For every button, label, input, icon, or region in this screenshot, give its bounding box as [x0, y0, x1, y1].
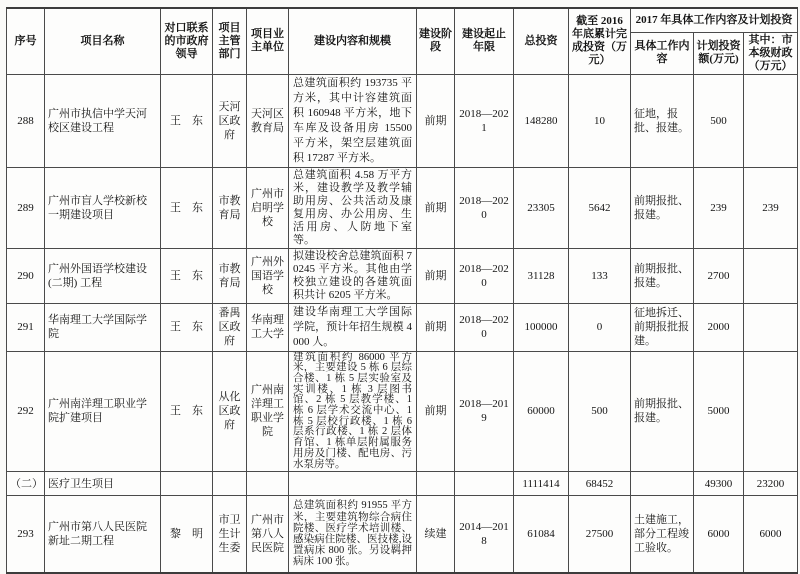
table-row-subtotal	[7, 472, 798, 496]
cell-project-name: 广州市执信中学天河校区建设工程	[45, 74, 161, 167]
cell-content: 建筑面积约 86000 平方米，主要建设 5 栋 6 层综合楼、1 栋 5 层实验室及实训楼、1 栋 3 层图书馆、2 栋 5 层教学楼、1 栋 6 层学术交流中心、1 栋 5 层校行政楼、1 栋 6 层系行政楼、1 栋 2 层体育馆、1 栋单层附属服务用房及门楼、配电房、污水泵房等。	[289, 351, 417, 472]
cell-seq: （二）	[7, 472, 45, 496]
cell-city: 23200	[744, 472, 798, 496]
cell-plan: 6000	[694, 496, 744, 573]
cell-plan: 2000	[694, 303, 744, 351]
cell-seq: 290	[7, 248, 45, 303]
col-header-seq: 序号	[7, 8, 45, 74]
cell-work: 前期报批、报建。	[631, 351, 694, 472]
cell-period: 2014—2018	[455, 496, 514, 573]
cell-done2016: 0	[569, 303, 631, 351]
cell-work: 征地拆迁、前期报批报建。	[631, 303, 694, 351]
cell-project-name: 广州南洋理工职业学院扩建项目	[45, 351, 161, 472]
cell-stage: 前期	[417, 351, 455, 472]
cell-project-name: 广州市第八人民医院新址二期工程	[45, 496, 161, 573]
cell-project-name: 医疗卫生项目	[45, 472, 161, 496]
cell-content: 拟建设校舍总建筑面积 70245 平方米。其他由学校独立建设的各建筑面积共计 6205 平方米。	[289, 248, 417, 303]
col-header-content: 建设内容和规模	[289, 8, 417, 74]
cell-content: 建设华南理工大学国际学院，预计年招生规模 4000 人。	[289, 303, 417, 351]
cell-leader: 王 东	[161, 167, 213, 248]
cell-leader: 王 东	[161, 303, 213, 351]
cell-period: 2018—2021	[455, 74, 514, 167]
cell-total: 31128	[514, 248, 569, 303]
cell-leader: 黎 明	[161, 496, 213, 573]
cell-work	[631, 472, 694, 496]
cell-city: 239	[744, 167, 798, 248]
table-header	[7, 8, 798, 74]
cell-plan: 2700	[694, 248, 744, 303]
cell-stage	[417, 472, 455, 496]
cell-dept: 从化区政府	[213, 351, 247, 472]
cell-content: 总建筑面积 4.58 万平方米，建设教学及教学辅助用房、公共活动及康复用房、办公用房、生活用房、人防地下室等。	[289, 167, 417, 248]
cell-done2016: 68452	[569, 472, 631, 496]
col-header-done2016: 截至 2016 年底累计完成投资（万元）	[569, 8, 631, 74]
col-header-owner: 项目业主单位	[247, 8, 289, 74]
cell-leader: 王 东	[161, 74, 213, 167]
cell-period: 2018—2020	[455, 303, 514, 351]
cell-done2016: 27500	[569, 496, 631, 573]
cell-work: 土建施工，部分工程竣工验收。	[631, 496, 694, 573]
cell-leader	[161, 472, 213, 496]
cell-plan: 49300	[694, 472, 744, 496]
cell-owner: 广州外国语学校	[247, 248, 289, 303]
cell-seq: 289	[7, 167, 45, 248]
cell-plan: 5000	[694, 351, 744, 472]
cell-owner: 广州市启明学校	[247, 167, 289, 248]
table-row	[7, 167, 798, 248]
cell-seq: 293	[7, 496, 45, 573]
cell-total: 23305	[514, 167, 569, 248]
cell-total: 148280	[514, 74, 569, 167]
cell-project-name: 广州市盲人学校新校一期建设项目	[45, 167, 161, 248]
cell-total: 60000	[514, 351, 569, 472]
cell-owner: 广州南洋理工职业学院	[247, 351, 289, 472]
col-header-stage: 建设阶段	[417, 8, 455, 74]
table-row	[7, 248, 798, 303]
cell-stage: 前期	[417, 167, 455, 248]
cell-city	[744, 303, 798, 351]
col-header-leader: 对口联系的市政府领导	[161, 8, 213, 74]
cell-project-name: 华南理工大学国际学院	[45, 303, 161, 351]
cell-city	[744, 248, 798, 303]
table-row	[7, 496, 798, 573]
cell-dept: 市教育局	[213, 167, 247, 248]
col-header-group-2017: 2017 年具体工作内容及计划投资	[631, 8, 798, 32]
cell-period: 2018—2019	[455, 351, 514, 472]
col-header-work: 具体工作内容	[631, 32, 694, 74]
cell-done2016: 133	[569, 248, 631, 303]
cell-work: 征地，报批、报建。	[631, 74, 694, 167]
cell-seq: 291	[7, 303, 45, 351]
cell-plan: 500	[694, 74, 744, 167]
cell-stage: 前期	[417, 303, 455, 351]
col-header-name: 项目名称	[45, 8, 161, 74]
cell-plan: 239	[694, 167, 744, 248]
cell-leader: 王 东	[161, 351, 213, 472]
cell-owner: 广州市第八人民医院	[247, 496, 289, 573]
cell-content: 总建筑面积约 91955 平方米，主要建筑物综合病住院楼、医疗学术培训楼、感染病住院楼、医技楼,设置病床 800 张。另设羁押病床 100 张。	[289, 496, 417, 573]
cell-dept: 番禺区政府	[213, 303, 247, 351]
cell-work: 前期报批、报建。	[631, 167, 694, 248]
cell-seq: 288	[7, 74, 45, 167]
cell-period: 2018—2020	[455, 167, 514, 248]
cell-done2016: 10	[569, 74, 631, 167]
cell-city	[744, 74, 798, 167]
cell-content	[289, 472, 417, 496]
table-row	[7, 351, 798, 472]
cell-done2016: 500	[569, 351, 631, 472]
col-header-dept: 项目主管部门	[213, 8, 247, 74]
col-header-city: 其中：市本级财政（万元）	[744, 32, 798, 74]
cell-seq: 292	[7, 351, 45, 472]
cell-leader: 王 东	[161, 248, 213, 303]
cell-content: 总建筑面积约 193735 平方米，其中计容建筑面积 160948 平方米，地下车库及设备用房 15500 平方米，架空层建筑面积 17287 平方米。	[289, 74, 417, 167]
cell-owner: 天河区教育局	[247, 74, 289, 167]
cell-project-name: 广州外国语学校建设(二期) 工程	[45, 248, 161, 303]
table-row	[7, 74, 798, 167]
cell-total: 1111414	[514, 472, 569, 496]
projects-table	[6, 7, 798, 574]
cell-city	[744, 351, 798, 472]
cell-dept: 市教育局	[213, 248, 247, 303]
cell-owner	[247, 472, 289, 496]
col-header-period: 建设起止年限	[455, 8, 514, 74]
cell-owner: 华南理工大学	[247, 303, 289, 351]
cell-period	[455, 472, 514, 496]
cell-dept: 天河区政府	[213, 74, 247, 167]
cell-stage: 续建	[417, 496, 455, 573]
cell-total: 100000	[514, 303, 569, 351]
cell-done2016: 5642	[569, 167, 631, 248]
cell-city: 6000	[744, 496, 798, 573]
cell-stage: 前期	[417, 74, 455, 167]
cell-stage: 前期	[417, 248, 455, 303]
col-header-total: 总投资	[514, 8, 569, 74]
table-row	[7, 303, 798, 351]
cell-work: 前期报批、报建。	[631, 248, 694, 303]
cell-dept	[213, 472, 247, 496]
col-header-plan: 计划投资额(万元)	[694, 32, 744, 74]
cell-period: 2018—2020	[455, 248, 514, 303]
cell-dept: 市卫生计生委	[213, 496, 247, 573]
cell-total: 61084	[514, 496, 569, 573]
